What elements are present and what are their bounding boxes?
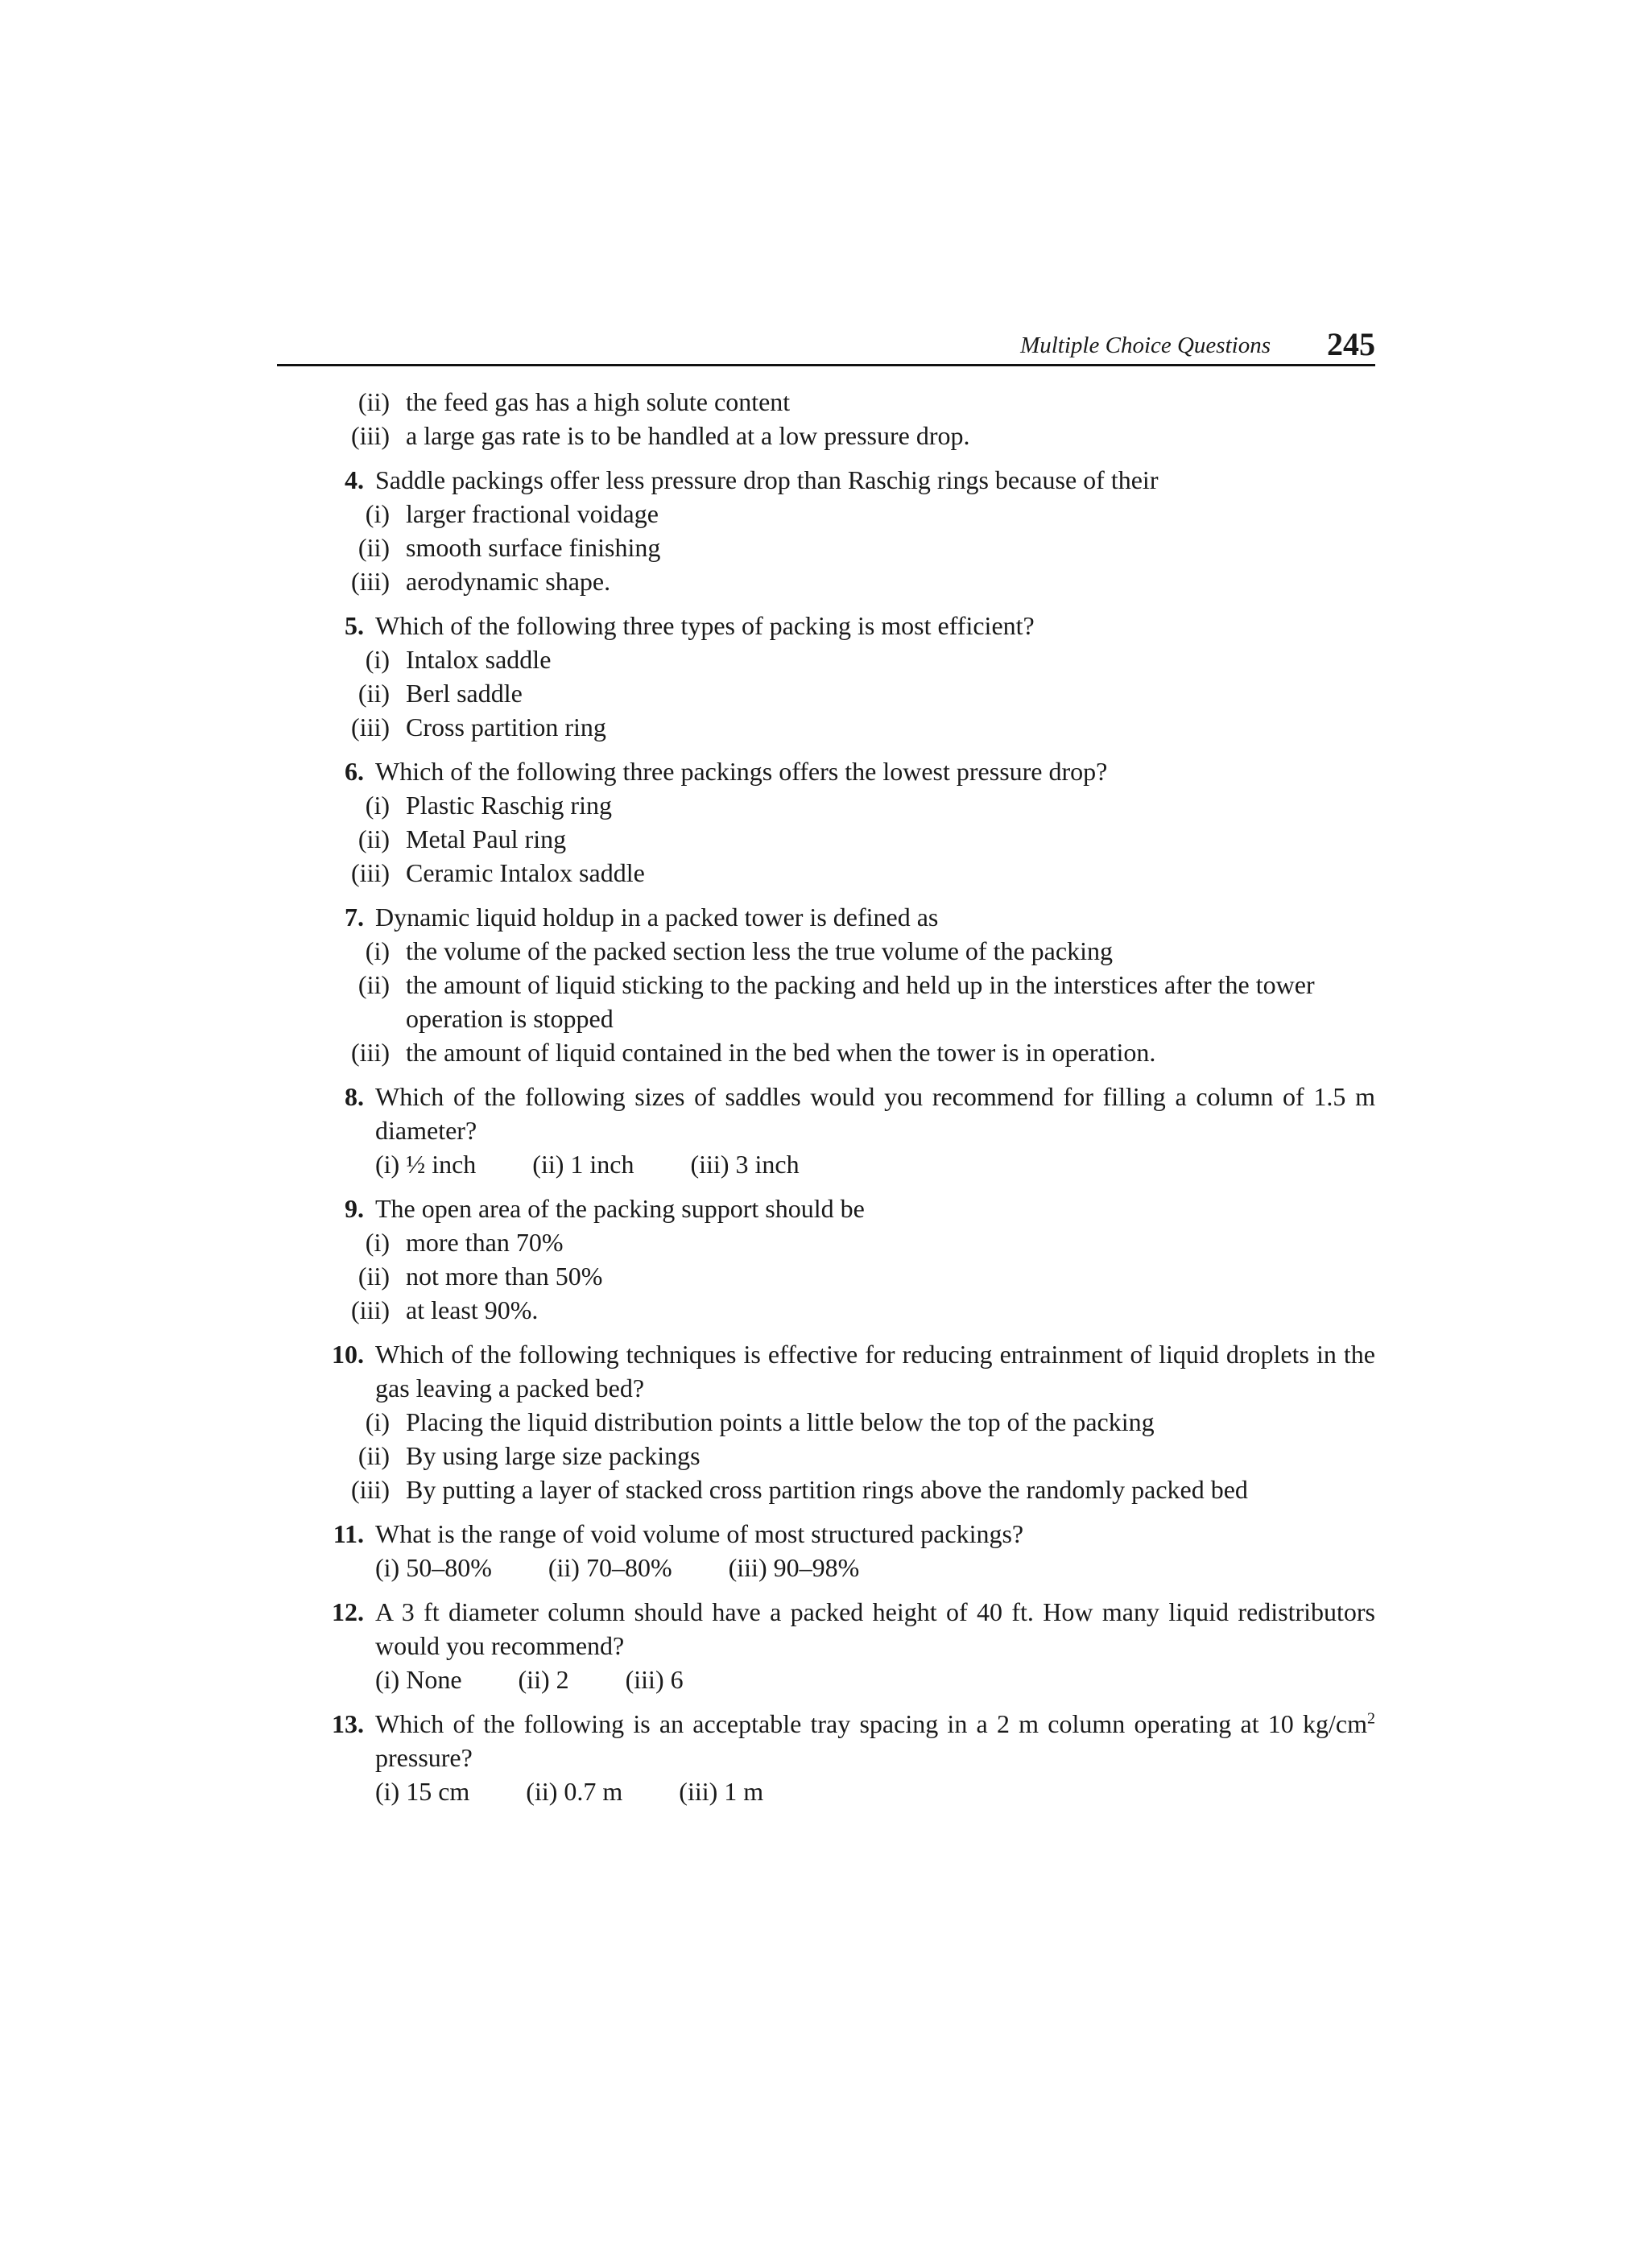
option-row [277, 1439, 1375, 1473]
option-row [277, 1035, 1375, 1069]
option-row [277, 564, 1375, 598]
option-row [277, 1405, 1375, 1439]
option-text: Placing the liquid distribution points a little below the top of the packing [406, 1407, 1155, 1436]
option-number: (iii) [351, 713, 390, 742]
inline-option: (i) None [375, 1665, 462, 1694]
option-row [277, 856, 1375, 890]
running-title: Multiple Choice Questions [1020, 333, 1271, 358]
option-number: (i) [365, 791, 390, 820]
option-number: (ii) [357, 679, 390, 708]
inline-option: (i) ½ inch [375, 1150, 477, 1179]
option-text: Plastic Raschig ring [406, 791, 612, 820]
question-number: 12. [332, 1597, 364, 1626]
option-text: Ceramic Intalox saddle [406, 858, 645, 887]
option-row [277, 934, 1375, 968]
question-7 [277, 900, 1375, 1069]
option-number: (iii) [351, 1475, 390, 1504]
question-13 [277, 1707, 1375, 1808]
option-text: the volume of the packed section less the true volume of the packing [406, 936, 1113, 965]
option-number: (iii) [351, 1295, 390, 1324]
option-text: not more than 50% [406, 1262, 603, 1291]
superscript: 2 [1367, 1709, 1375, 1728]
option-text: the amount of liquid contained in the bed when the tower is in operation. [406, 1038, 1156, 1067]
option-number: (ii) [357, 824, 390, 853]
question-text: Saddle packings offer less pressure drop than Raschig rings because of their [375, 465, 1159, 494]
question-11 [277, 1517, 1375, 1584]
question-text: Dynamic liquid holdup in a packed tower is defined as [375, 903, 939, 932]
option-number: (i) [365, 499, 390, 528]
question-number: 10. [332, 1340, 364, 1369]
inline-options [277, 1774, 1375, 1808]
option-row [277, 385, 1375, 419]
option-number: (iii) [351, 567, 390, 596]
option-row [277, 1293, 1375, 1327]
continued-question [277, 385, 1375, 452]
inline-option: (i) 15 cm [375, 1777, 470, 1806]
question-text: Which of the following three types of packing is most efficient? [375, 611, 1035, 640]
inline-option: (iii) 6 [625, 1665, 684, 1694]
question-text-main: Which of the following is an acceptable tray spacing in a 2 m column operating at 10 kg/cm [375, 1709, 1367, 1738]
inline-option: (i) 50–80% [375, 1553, 492, 1582]
option-row [277, 497, 1375, 531]
page-header [277, 320, 1375, 366]
option-text: more than 70% [406, 1228, 564, 1257]
question-text: A 3 ft diameter column should have a packed height of 40 ft. How many liquid redistributors would you recommend? [375, 1597, 1375, 1660]
question-text: Which of the following techniques is effective for reducing entrainment of liquid droplets in the gas leaving a packed bed? [375, 1340, 1375, 1403]
inline-option: (ii) 1 inch [532, 1150, 634, 1179]
option-text: aerodynamic shape. [406, 567, 611, 596]
option-text: at least 90%. [406, 1295, 539, 1324]
question-text: The open area of the packing support should be [375, 1194, 865, 1223]
question-number: 6. [345, 757, 364, 786]
question-text-tail: pressure? [375, 1743, 473, 1772]
option-text: By using large size packings [406, 1441, 701, 1470]
option-number: (i) [365, 645, 390, 674]
question-text: Which of the following three packings offers the lowest pressure drop? [375, 757, 1108, 786]
option-number: (iii) [351, 1038, 390, 1067]
question-number: 5. [345, 611, 364, 640]
inline-options [277, 1663, 1375, 1696]
option-text: the feed gas has a high solute content [406, 387, 791, 416]
option-row [277, 531, 1375, 564]
option-row [277, 968, 1375, 1035]
option-number: (i) [365, 1407, 390, 1436]
question-list [277, 385, 1375, 1808]
option-row [277, 1259, 1375, 1293]
option-text: Cross partition ring [406, 713, 606, 742]
option-number: (i) [365, 1228, 390, 1257]
option-row [277, 788, 1375, 822]
option-text: larger fractional voidage [406, 499, 659, 528]
option-number: (i) [365, 936, 390, 965]
option-number: (ii) [357, 533, 390, 562]
question-10 [277, 1337, 1375, 1506]
inline-option: (ii) 0.7 m [526, 1777, 623, 1806]
option-text: By putting a layer of stacked cross partition rings above the randomly packed bed [406, 1475, 1248, 1504]
option-text: Berl saddle [406, 679, 523, 708]
inline-option: (ii) 70–80% [548, 1553, 672, 1582]
option-text: a large gas rate is to be handled at a low pressure drop. [406, 421, 970, 450]
inline-options [277, 1147, 1375, 1181]
option-row [277, 1225, 1375, 1259]
page-number: 245 [1327, 326, 1375, 362]
question-8 [277, 1080, 1375, 1181]
inline-option: (iii) 3 inch [690, 1150, 800, 1179]
question-6 [277, 754, 1375, 890]
option-text: Metal Paul ring [406, 824, 567, 853]
question-9 [277, 1192, 1375, 1327]
option-text: Intalox saddle [406, 645, 552, 674]
option-row [277, 1473, 1375, 1506]
option-number: (ii) [357, 970, 390, 999]
question-4 [277, 463, 1375, 598]
question-12 [277, 1595, 1375, 1696]
question-number: 13. [332, 1709, 364, 1738]
question-number: 9. [345, 1194, 364, 1223]
question-number: 11. [333, 1519, 364, 1548]
question-text [375, 1707, 1375, 1774]
question-number: 8. [345, 1082, 364, 1111]
inline-option: (iii) 90–98% [728, 1553, 860, 1582]
question-text: Which of the following sizes of saddles would you recommend for filling a column of 1.5 m diameter? [375, 1082, 1375, 1145]
question-number: 4. [345, 465, 364, 494]
option-row [277, 642, 1375, 676]
option-number: (ii) [357, 1441, 390, 1470]
option-row [277, 710, 1375, 744]
option-row [277, 676, 1375, 710]
option-number: (ii) [357, 387, 390, 416]
question-number: 7. [345, 903, 364, 932]
inline-option: (iii) 1 m [679, 1777, 764, 1806]
question-5 [277, 609, 1375, 744]
option-text: the amount of liquid sticking to the packing and held up in the interstices after the tower operation is stopped [406, 970, 1315, 1033]
option-number: (ii) [357, 1262, 390, 1291]
inline-options [277, 1551, 1375, 1584]
option-text: smooth surface finishing [406, 533, 661, 562]
inline-option: (ii) 2 [518, 1665, 569, 1694]
question-text: What is the range of void volume of most structured packings? [375, 1519, 1024, 1548]
option-row [277, 419, 1375, 452]
option-number: (iii) [351, 858, 390, 887]
option-row [277, 822, 1375, 856]
option-number: (iii) [351, 421, 390, 450]
